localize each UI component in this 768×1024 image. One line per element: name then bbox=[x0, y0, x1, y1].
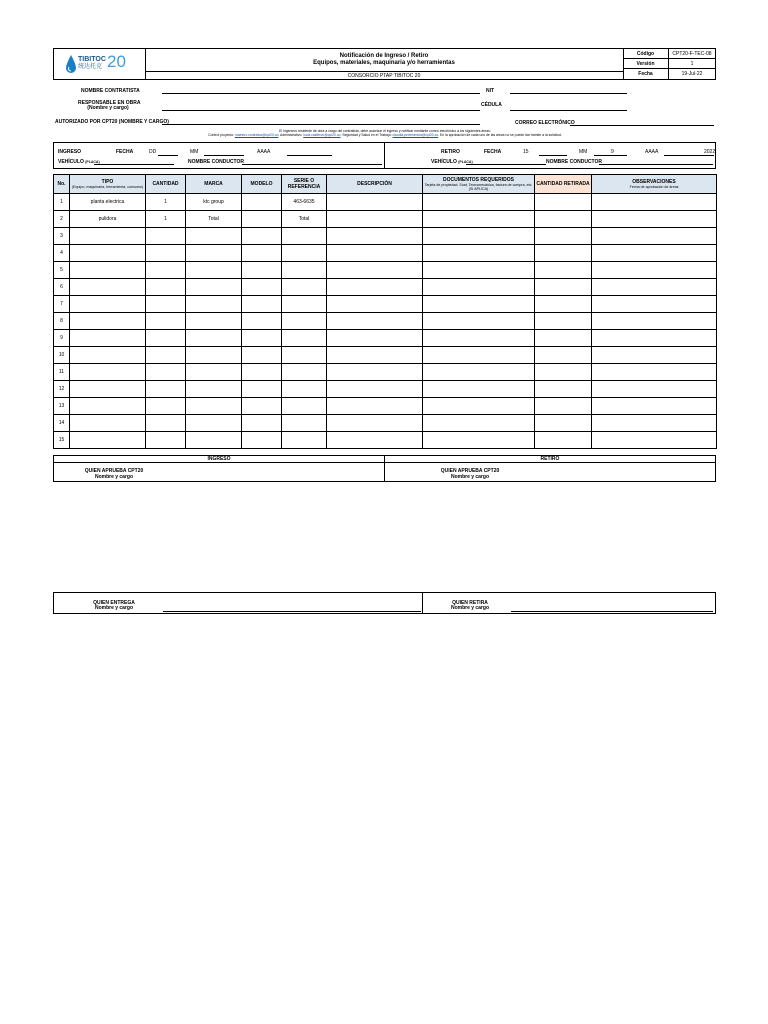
cell-cantidad[interactable] bbox=[146, 347, 186, 364]
contratista-label: NOMBRE CONTRATISTA bbox=[81, 88, 140, 94]
cell-descripcion[interactable] bbox=[327, 398, 423, 415]
meta-row-version bbox=[623, 59, 715, 69]
approval-box bbox=[53, 455, 716, 482]
retiro-fecha-label: FECHA bbox=[484, 149, 502, 155]
ingreso-conductor-field[interactable] bbox=[242, 164, 382, 165]
cell-serie[interactable] bbox=[282, 228, 327, 245]
cell-documentos[interactable] bbox=[423, 211, 535, 228]
cell-retirada[interactable] bbox=[535, 381, 592, 398]
placa-text: (PLACA) bbox=[85, 160, 100, 164]
col-tipo-sub: (Equipo, maquinaria, herramienta, consumo) bbox=[71, 184, 144, 189]
cell-marca[interactable] bbox=[186, 228, 242, 245]
ingreso-aprueba-label: QUIEN APRUEBA CPT20 bbox=[84, 468, 144, 474]
cell-documentos[interactable] bbox=[423, 296, 535, 313]
retira-label: QUIEN RETIRA bbox=[452, 600, 488, 606]
cell-serie[interactable] bbox=[282, 432, 327, 449]
cell-descripcion[interactable] bbox=[327, 262, 423, 279]
cell-observaciones[interactable] bbox=[592, 228, 717, 245]
cell-modelo[interactable] bbox=[242, 347, 282, 364]
row-number: 5 bbox=[54, 262, 70, 279]
table-row bbox=[54, 381, 717, 398]
retiro-conductor-field[interactable] bbox=[599, 164, 713, 165]
cell-retirada[interactable] bbox=[535, 313, 592, 330]
ingreso-vehiculo-field[interactable] bbox=[94, 164, 174, 165]
form-title: Notificación de Ingreso / Retiro bbox=[339, 53, 429, 59]
row-number: 1 bbox=[54, 194, 70, 211]
meta-value: 1 bbox=[690, 61, 694, 67]
cell-modelo[interactable] bbox=[242, 262, 282, 279]
meta-value: 19-Jul-22 bbox=[681, 71, 703, 77]
movement-box bbox=[53, 142, 716, 169]
items-table-wrap bbox=[53, 174, 716, 449]
vehiculo-text: VEHÍCULO bbox=[431, 159, 457, 165]
cell-documentos[interactable] bbox=[423, 364, 535, 381]
responsable-label: RESPONSABLE EN OBRA bbox=[78, 100, 141, 106]
logo-text-bottom: 统达托克 bbox=[78, 64, 103, 70]
table-header-row bbox=[54, 175, 717, 194]
table-row bbox=[54, 364, 717, 381]
cell-modelo[interactable] bbox=[242, 313, 282, 330]
cell-serie[interactable] bbox=[282, 347, 327, 364]
cell-documentos[interactable] bbox=[423, 194, 535, 211]
ingreso-nombre-cargo: Nombre y cargo bbox=[94, 474, 134, 480]
aaaa-label: AAAA bbox=[257, 149, 271, 155]
cell-cantidad[interactable]: 1 bbox=[146, 194, 186, 211]
cell-retirada[interactable] bbox=[535, 279, 592, 296]
responsable-sub: (Nombre y cargo) bbox=[87, 105, 129, 111]
cell-descripcion[interactable] bbox=[327, 245, 423, 262]
retiro-aaaa-field[interactable] bbox=[664, 155, 714, 156]
dd-label: DD bbox=[149, 149, 157, 155]
cell-observaciones[interactable] bbox=[592, 381, 717, 398]
meta-label: Versión bbox=[623, 59, 669, 69]
cedula-field[interactable] bbox=[510, 110, 627, 111]
retiro-mm-value: 9 bbox=[611, 149, 614, 155]
cell-tipo[interactable] bbox=[70, 279, 146, 296]
cell-modelo[interactable] bbox=[242, 330, 282, 347]
meta-row-codigo bbox=[623, 49, 715, 59]
cell-serie[interactable] bbox=[282, 330, 327, 347]
cell-marca[interactable] bbox=[186, 415, 242, 432]
cell-documentos[interactable] bbox=[423, 347, 535, 364]
email-link-sst[interactable]: claudia.pertenencia@cpt20.co bbox=[392, 133, 439, 137]
cell-tipo[interactable] bbox=[70, 381, 146, 398]
retiro-aaaa-value: 2022 bbox=[704, 149, 716, 155]
cell-documentos[interactable] bbox=[423, 228, 535, 245]
cell-descripcion[interactable] bbox=[327, 381, 423, 398]
cell-serie[interactable] bbox=[282, 245, 327, 262]
cell-descripcion[interactable] bbox=[327, 313, 423, 330]
retiro-dd-field[interactable] bbox=[539, 155, 567, 156]
cell-serie[interactable] bbox=[282, 381, 327, 398]
movement-divider bbox=[384, 143, 385, 168]
retiro-nombre-cargo: Nombre y cargo bbox=[450, 474, 490, 480]
cell-observaciones[interactable] bbox=[592, 398, 717, 415]
table-row bbox=[54, 415, 717, 432]
row-number: 13 bbox=[54, 398, 70, 415]
col-tipo bbox=[70, 175, 146, 194]
cell-marca[interactable] bbox=[186, 381, 242, 398]
col-cantidad: CANTIDAD bbox=[146, 175, 186, 194]
cell-documentos[interactable] bbox=[423, 432, 535, 449]
row-number: 7 bbox=[54, 296, 70, 313]
col-serie: SERIE O REFERENCIA bbox=[282, 175, 327, 194]
col-cantidad-retirada: CANTIDAD RETIRADA bbox=[535, 175, 592, 194]
meta-label: Fecha bbox=[623, 69, 669, 79]
note-text: ; Seguridad y Salud en el Trabajo: bbox=[340, 133, 392, 137]
cell-modelo[interactable] bbox=[242, 398, 282, 415]
cedula-label: CÉDULA bbox=[481, 102, 502, 108]
cell-serie[interactable]: 463-6635 bbox=[282, 194, 327, 211]
cell-marca[interactable] bbox=[186, 262, 242, 279]
title-cell bbox=[145, 49, 624, 71]
retiro-aprueba-field[interactable] bbox=[511, 481, 713, 482]
cell-modelo[interactable] bbox=[242, 432, 282, 449]
cell-marca[interactable]: ktc group bbox=[186, 194, 242, 211]
retiro-aprueba-label: QUIEN APRUEBA CPT20 bbox=[440, 468, 500, 474]
cell-descripcion[interactable] bbox=[327, 364, 423, 381]
note-text: . En la aprobación de cada uno de las áreas no se puede dar trámite a la solicitud. bbox=[438, 133, 562, 137]
autorizado-label: AUTORIZADO POR CPT20 (NOMBRE Y CARGO) bbox=[55, 119, 169, 125]
table-row bbox=[54, 313, 717, 330]
cell-serie[interactable] bbox=[282, 364, 327, 381]
cell-tipo[interactable] bbox=[70, 432, 146, 449]
cell-retirada[interactable] bbox=[535, 330, 592, 347]
ingreso-aprueba-field[interactable] bbox=[163, 481, 383, 482]
cell-retirada[interactable] bbox=[535, 262, 592, 279]
cell-tipo[interactable] bbox=[70, 415, 146, 432]
table-row bbox=[54, 245, 717, 262]
row-number: 15 bbox=[54, 432, 70, 449]
cell-observaciones[interactable] bbox=[592, 364, 717, 381]
cell-retirada[interactable] bbox=[535, 245, 592, 262]
cell-marca[interactable] bbox=[186, 432, 242, 449]
mm-label: MM bbox=[190, 149, 199, 155]
table-row bbox=[54, 432, 717, 449]
entrega-field[interactable] bbox=[163, 611, 421, 612]
cell-documentos[interactable] bbox=[423, 313, 535, 330]
cell-modelo[interactable] bbox=[242, 245, 282, 262]
approval-retiro-title: RETIRO bbox=[540, 456, 560, 462]
logo-cell bbox=[54, 49, 146, 79]
cell-observaciones[interactable] bbox=[592, 313, 717, 330]
cell-tipo[interactable] bbox=[70, 330, 146, 347]
cell-cantidad[interactable] bbox=[146, 381, 186, 398]
cell-modelo[interactable] bbox=[242, 381, 282, 398]
cell-cantidad[interactable] bbox=[146, 432, 186, 449]
cell-marca[interactable] bbox=[186, 364, 242, 381]
retiro-aaaa-label: AAAA bbox=[645, 149, 659, 155]
note-line-2 bbox=[150, 133, 620, 137]
cell-documentos[interactable] bbox=[423, 330, 535, 347]
col-modelo: MODELO bbox=[242, 175, 282, 194]
cell-cantidad[interactable] bbox=[146, 330, 186, 347]
cell-documentos[interactable] bbox=[423, 262, 535, 279]
cell-observaciones[interactable] bbox=[592, 347, 717, 364]
table-row bbox=[54, 398, 717, 415]
row-number: 10 bbox=[54, 347, 70, 364]
nit-field[interactable] bbox=[510, 93, 627, 94]
row-number: 4 bbox=[54, 245, 70, 262]
cell-documentos[interactable] bbox=[423, 415, 535, 432]
cell-observaciones[interactable] bbox=[592, 296, 717, 313]
cell-tipo[interactable] bbox=[70, 398, 146, 415]
email-link-admin[interactable]: lucia.calderon@cpt20.co bbox=[303, 133, 341, 137]
table-row bbox=[54, 211, 717, 228]
cell-serie[interactable] bbox=[282, 296, 327, 313]
cell-documentos[interactable] bbox=[423, 245, 535, 262]
col-observaciones bbox=[592, 175, 717, 194]
note-text: ; Administrativo: bbox=[278, 133, 303, 137]
cell-observaciones[interactable] bbox=[592, 211, 717, 228]
table-row bbox=[54, 194, 717, 211]
retira-field[interactable] bbox=[511, 611, 713, 612]
cell-descripcion[interactable] bbox=[327, 432, 423, 449]
cell-cantidad[interactable] bbox=[146, 279, 186, 296]
cell-serie[interactable] bbox=[282, 279, 327, 296]
approval-ingreso-title: INGRESO bbox=[207, 456, 231, 462]
note-line-1: El ingeniero residente de obra a cargo del contratista, debe autorizar el ingreso y notificar mediante correo electrónico a los siguientes áreas: bbox=[279, 129, 491, 133]
correo-field[interactable] bbox=[570, 125, 714, 126]
cell-marca[interactable] bbox=[186, 398, 242, 415]
cell-tipo[interactable] bbox=[70, 364, 146, 381]
cell-observaciones[interactable] bbox=[592, 245, 717, 262]
cell-cantidad[interactable]: 1 bbox=[146, 211, 186, 228]
meta-row-fecha bbox=[623, 69, 715, 79]
ingreso-dd-field[interactable] bbox=[158, 155, 178, 156]
cell-observaciones[interactable] bbox=[592, 194, 717, 211]
cell-marca[interactable]: Total bbox=[186, 211, 242, 228]
cell-cantidad[interactable] bbox=[146, 364, 186, 381]
document-meta bbox=[623, 49, 715, 79]
col-observaciones-sub: Fecha de aprobación de áreas bbox=[629, 184, 679, 189]
subtitle-cell bbox=[145, 71, 624, 80]
meta-label: Código bbox=[623, 49, 669, 59]
col-no: No. bbox=[54, 175, 70, 194]
cell-observaciones[interactable] bbox=[592, 432, 717, 449]
note-text: Control proyecto: bbox=[208, 133, 234, 137]
cell-marca[interactable] bbox=[186, 347, 242, 364]
cell-modelo[interactable] bbox=[242, 279, 282, 296]
cell-serie[interactable] bbox=[282, 415, 327, 432]
cell-cantidad[interactable] bbox=[146, 415, 186, 432]
cell-tipo[interactable] bbox=[70, 228, 146, 245]
cell-descripcion[interactable] bbox=[327, 194, 423, 211]
form-title-sub: Equipos, materiales, maquinaria y/o herramientas bbox=[313, 60, 455, 66]
cell-tipo[interactable] bbox=[70, 296, 146, 313]
cell-marca[interactable] bbox=[186, 313, 242, 330]
cell-descripcion[interactable] bbox=[327, 228, 423, 245]
meta-value: CPT20-F-TEC-08 bbox=[672, 51, 712, 57]
row-number: 11 bbox=[54, 364, 70, 381]
items-table bbox=[53, 174, 717, 449]
cell-tipo[interactable] bbox=[70, 347, 146, 364]
cell-retirada[interactable] bbox=[535, 347, 592, 364]
col-documentos-sub: Tarjeta de propiedad, Soat, Tecnomecánica, factura de compra, etc. (SI APLICA) bbox=[424, 182, 533, 191]
ingreso-mm-field[interactable] bbox=[204, 155, 244, 156]
cell-marca[interactable] bbox=[186, 279, 242, 296]
retira-nombre-cargo: Nombre y cargo bbox=[450, 605, 490, 611]
cell-documentos[interactable] bbox=[423, 398, 535, 415]
cell-descripcion[interactable] bbox=[327, 279, 423, 296]
cell-marca[interactable] bbox=[186, 330, 242, 347]
retiro-mm-label: MM bbox=[579, 149, 588, 155]
cell-tipo[interactable] bbox=[70, 245, 146, 262]
cell-modelo[interactable] bbox=[242, 364, 282, 381]
cell-retirada[interactable] bbox=[535, 211, 592, 228]
col-documentos bbox=[423, 175, 535, 194]
logo-text-top: TIBITOC bbox=[78, 56, 106, 63]
retiro-label: RETIRO bbox=[441, 149, 460, 155]
cell-cantidad[interactable] bbox=[146, 228, 186, 245]
cell-modelo[interactable] bbox=[242, 296, 282, 313]
cell-marca[interactable] bbox=[186, 296, 242, 313]
cell-serie[interactable] bbox=[282, 398, 327, 415]
table-row bbox=[54, 347, 717, 364]
row-number: 6 bbox=[54, 279, 70, 296]
cell-marca[interactable] bbox=[186, 245, 242, 262]
cell-modelo[interactable] bbox=[242, 228, 282, 245]
cell-documentos[interactable] bbox=[423, 381, 535, 398]
placa-text: (PLACA) bbox=[458, 160, 473, 164]
cell-retirada[interactable] bbox=[535, 296, 592, 313]
autorizado-field[interactable] bbox=[162, 124, 480, 125]
col-documentos-label: DOCUMENTOS REQUERIDOS bbox=[442, 176, 515, 183]
cell-observaciones[interactable] bbox=[592, 415, 717, 432]
cell-retirada[interactable] bbox=[535, 194, 592, 211]
ingreso-label: INGRESO bbox=[58, 149, 82, 155]
cell-serie[interactable] bbox=[282, 313, 327, 330]
col-tipo-label: TIPO bbox=[101, 178, 114, 185]
responsable-field[interactable] bbox=[162, 110, 480, 111]
cell-descripcion[interactable] bbox=[327, 347, 423, 364]
notification-note bbox=[150, 129, 620, 137]
vehiculo-text: VEHÍCULO bbox=[58, 159, 84, 165]
cell-documentos[interactable] bbox=[423, 279, 535, 296]
table-row bbox=[54, 228, 717, 245]
cell-serie[interactable] bbox=[282, 262, 327, 279]
row-number: 2 bbox=[54, 211, 70, 228]
cell-retirada[interactable] bbox=[535, 415, 592, 432]
col-observaciones-label: OBSERVACIONES bbox=[632, 178, 676, 185]
consortium-name: CONSORCIO PTAP TIBITOC 20 bbox=[347, 73, 421, 79]
cell-modelo[interactable] bbox=[242, 194, 282, 211]
form-header bbox=[53, 48, 716, 80]
entrega-nombre-cargo: Nombre y cargo bbox=[94, 605, 134, 611]
cell-modelo[interactable] bbox=[242, 415, 282, 432]
row-number: 9 bbox=[54, 330, 70, 347]
table-row bbox=[54, 279, 717, 296]
row-number: 14 bbox=[54, 415, 70, 432]
col-marca: MARCA bbox=[186, 175, 242, 194]
cell-tipo[interactable] bbox=[70, 262, 146, 279]
cell-cantidad[interactable] bbox=[146, 296, 186, 313]
cell-retirada[interactable] bbox=[535, 398, 592, 415]
cell-tipo[interactable]: pulidora bbox=[70, 211, 146, 228]
cell-descripcion[interactable] bbox=[327, 330, 423, 347]
cell-retirada[interactable] bbox=[535, 432, 592, 449]
table-row bbox=[54, 262, 717, 279]
cell-observaciones[interactable] bbox=[592, 330, 717, 347]
conductor-label: NOMBRE CONDUCTOR bbox=[188, 159, 245, 165]
cell-cantidad[interactable] bbox=[146, 262, 186, 279]
cell-descripcion[interactable] bbox=[327, 415, 423, 432]
row-number: 12 bbox=[54, 381, 70, 398]
entrega-label: QUIEN ENTREGA bbox=[93, 600, 135, 606]
logo-number: 20 bbox=[107, 52, 126, 71]
retiro-conductor-label: NOMBRE CONDUCTOR bbox=[546, 159, 603, 165]
contratista-field[interactable] bbox=[162, 93, 480, 94]
cell-descripcion[interactable] bbox=[327, 211, 423, 228]
table-row bbox=[54, 330, 717, 347]
nit-label: NIT bbox=[486, 88, 495, 94]
cell-retirada[interactable] bbox=[535, 364, 592, 381]
email-link-control[interactable]: maestro.contratos@cpt20.co bbox=[234, 133, 279, 137]
retiro-vehiculo-field[interactable] bbox=[466, 164, 546, 165]
cell-modelo[interactable] bbox=[242, 211, 282, 228]
row-number: 3 bbox=[54, 228, 70, 245]
col-descripcion: DESCRIPCIÓN bbox=[327, 175, 423, 194]
water-drop-icon bbox=[66, 54, 76, 74]
cell-cantidad[interactable] bbox=[146, 398, 186, 415]
table-row bbox=[54, 296, 717, 313]
cell-retirada[interactable] bbox=[535, 228, 592, 245]
cell-observaciones[interactable] bbox=[592, 279, 717, 296]
delivery-divider bbox=[422, 593, 423, 613]
cell-observaciones[interactable] bbox=[592, 262, 717, 279]
cell-descripcion[interactable] bbox=[327, 296, 423, 313]
cell-tipo[interactable]: planta electrica bbox=[70, 194, 146, 211]
cell-tipo[interactable] bbox=[70, 313, 146, 330]
retiro-dd-value: 15 bbox=[523, 149, 529, 155]
items-table-body bbox=[54, 194, 717, 449]
cell-cantidad[interactable] bbox=[146, 245, 186, 262]
delivery-box bbox=[53, 592, 716, 614]
cell-serie[interactable]: Total bbox=[282, 211, 327, 228]
correo-label: CORREO ELECTRÓNICO bbox=[515, 120, 575, 126]
cell-cantidad[interactable] bbox=[146, 313, 186, 330]
retiro-mm-field[interactable] bbox=[594, 155, 627, 156]
fecha-label: FECHA bbox=[116, 149, 134, 155]
row-number: 8 bbox=[54, 313, 70, 330]
ingreso-aaaa-field[interactable] bbox=[287, 155, 332, 156]
